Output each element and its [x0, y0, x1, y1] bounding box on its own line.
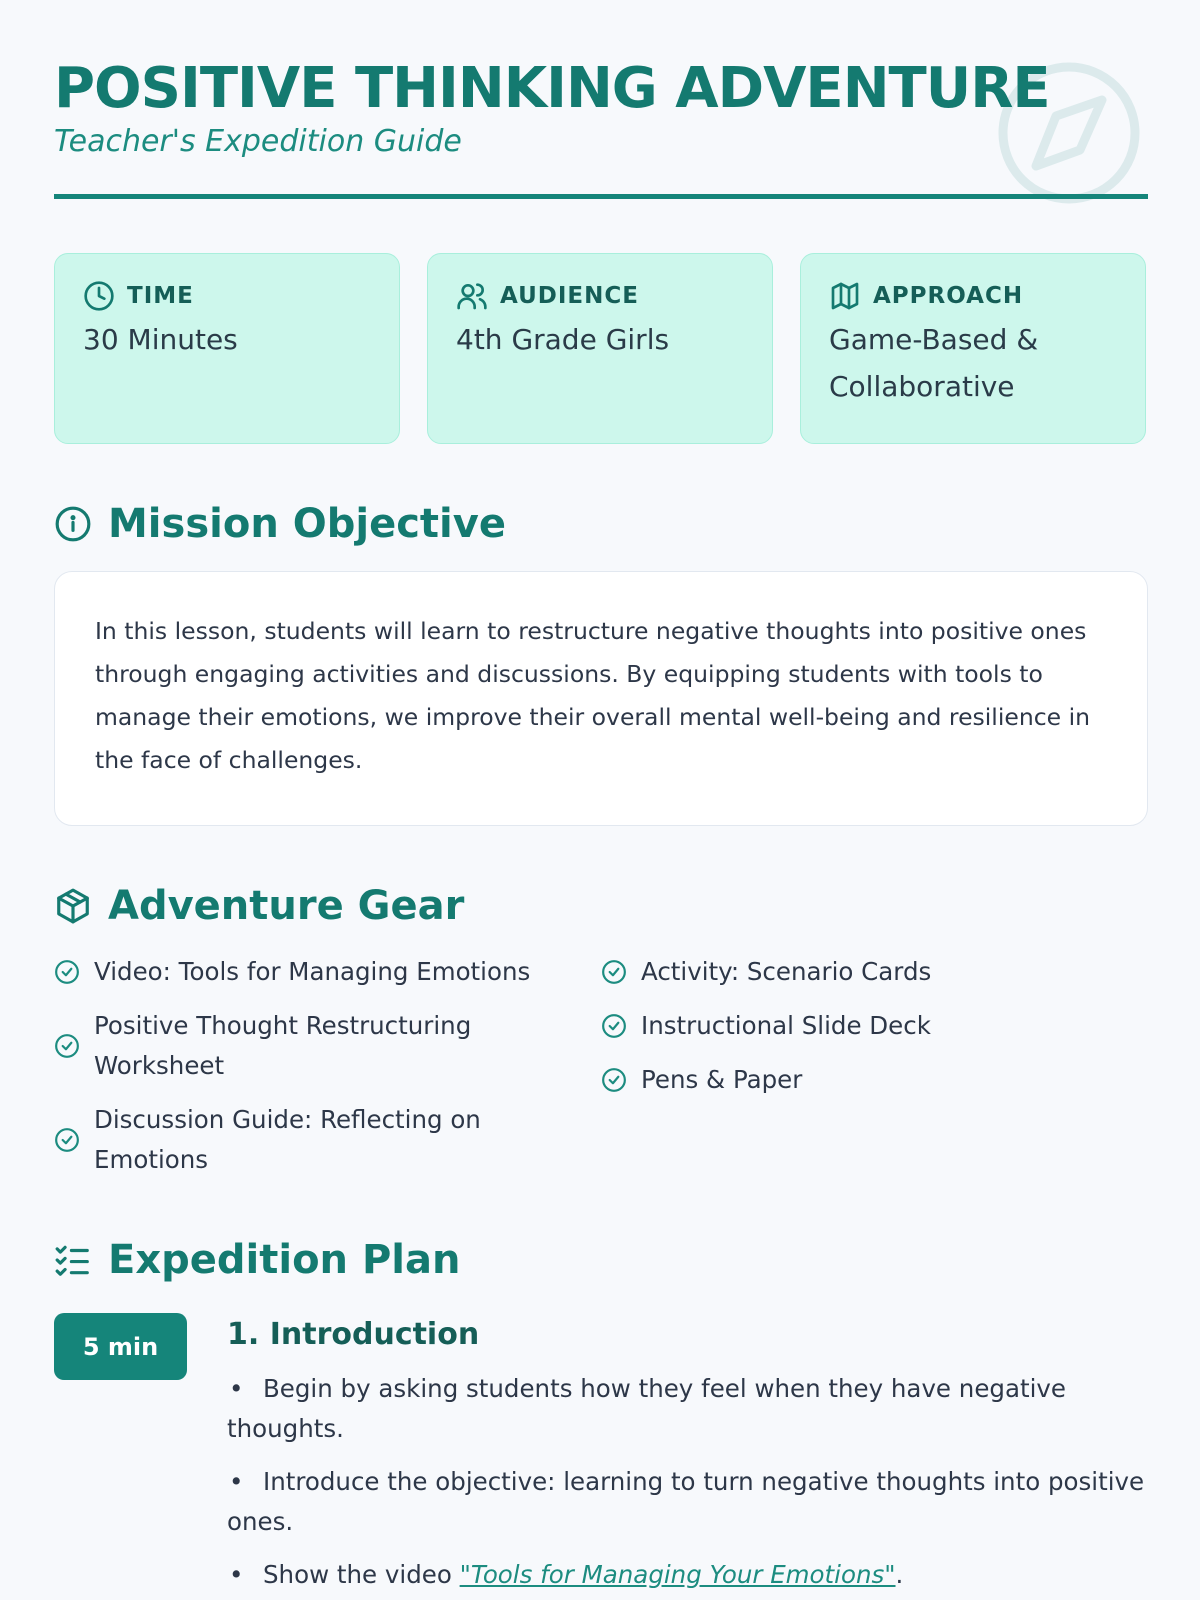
- list-item: [601, 1060, 1148, 1100]
- list-item: [601, 952, 1148, 992]
- plan-heading: [54, 1236, 460, 1284]
- gear-item-label: Pens & Paper: [641, 1065, 803, 1094]
- header-divider: [54, 194, 1148, 199]
- gear-item-label: Positive Thought Restructuring Worksheet: [94, 1011, 472, 1080]
- gear-item-label: Discussion Guide: Reflecting on Emotions: [94, 1105, 481, 1174]
- check-circle-icon: [601, 1067, 627, 1093]
- list-item: [54, 1006, 601, 1086]
- package-icon: [54, 887, 92, 925]
- page-title: POSITIVE THINKING ADVENTURE: [54, 56, 1050, 121]
- step-body: [227, 1313, 1148, 1600]
- info-icon: [54, 505, 92, 543]
- check-circle-icon: [601, 1013, 627, 1039]
- list-item: [54, 1100, 601, 1180]
- compass-icon: [996, 60, 1142, 206]
- list-item: [227, 1462, 1148, 1542]
- gear-column-left: [54, 952, 601, 1194]
- page-header: [54, 0, 1148, 200]
- step-item-text: Introduce the objective: learning to turn negative thoughts into positive ones.: [227, 1467, 1145, 1536]
- check-circle-icon: [54, 959, 80, 985]
- step-title: 1. Introduction: [227, 1317, 480, 1352]
- bullet-icon: •: [229, 1467, 244, 1496]
- step-list: [227, 1369, 1148, 1595]
- list-item: [601, 1006, 1148, 1046]
- card-approach: [800, 253, 1146, 444]
- card-label: TIME: [127, 283, 194, 309]
- gear-item-label: Instructional Slide Deck: [641, 1011, 931, 1040]
- list-item: [227, 1369, 1148, 1449]
- card-value: Game-Based & Collaborative: [829, 323, 1039, 403]
- lesson-page: [54, 0, 1148, 1589]
- gear-item-label: Activity: Scenario Cards: [641, 957, 932, 986]
- step-item-text: Show the video: [263, 1560, 460, 1589]
- info-cards: [54, 253, 1148, 444]
- section-title: Expedition Plan: [108, 1237, 461, 1283]
- card-audience: [427, 253, 773, 444]
- gear-column-right: [601, 952, 1148, 1194]
- users-icon: [456, 280, 488, 312]
- list-item: [54, 952, 601, 992]
- duration-badge: 5 min: [54, 1313, 187, 1380]
- mission-text: In this lesson, students will learn to restructure negative thoughts into positive ones through engaging activities and discussions. By equipping students with tools to manage their emotions, we improve their overall mental well-being and resilience in the face of challenges.: [95, 617, 1090, 774]
- section-title: Mission Objective: [108, 501, 506, 547]
- gear-list: [54, 952, 1148, 1194]
- video-link[interactable]: "Tools for Managing Your Emotions": [459, 1560, 896, 1589]
- check-circle-icon: [54, 1127, 80, 1153]
- section-title: Adventure Gear: [108, 883, 465, 929]
- page-subtitle: Teacher's Expedition Guide: [54, 124, 462, 159]
- gear-item-label: Video: Tools for Managing Emotions: [94, 957, 531, 986]
- mission-heading: [54, 500, 506, 548]
- checklist-icon: [54, 1241, 92, 1279]
- step-item-text: .: [895, 1560, 904, 1589]
- step-item-text: Begin by asking students how they feel when they have negative thoughts.: [227, 1374, 1066, 1443]
- mission-box: [54, 571, 1148, 826]
- check-circle-icon: [601, 959, 627, 985]
- bullet-icon: •: [229, 1560, 244, 1589]
- bullet-icon: •: [229, 1374, 244, 1403]
- clock-icon: [83, 280, 115, 312]
- check-circle-icon: [54, 1033, 80, 1059]
- list-item: [227, 1555, 1148, 1595]
- card-time: [54, 253, 400, 444]
- card-value: 4th Grade Girls: [456, 323, 670, 356]
- card-label: APPROACH: [873, 283, 1024, 309]
- gear-heading: [54, 882, 464, 930]
- card-value: 30 Minutes: [83, 323, 238, 356]
- card-label: AUDIENCE: [500, 283, 639, 309]
- map-icon: [829, 280, 861, 312]
